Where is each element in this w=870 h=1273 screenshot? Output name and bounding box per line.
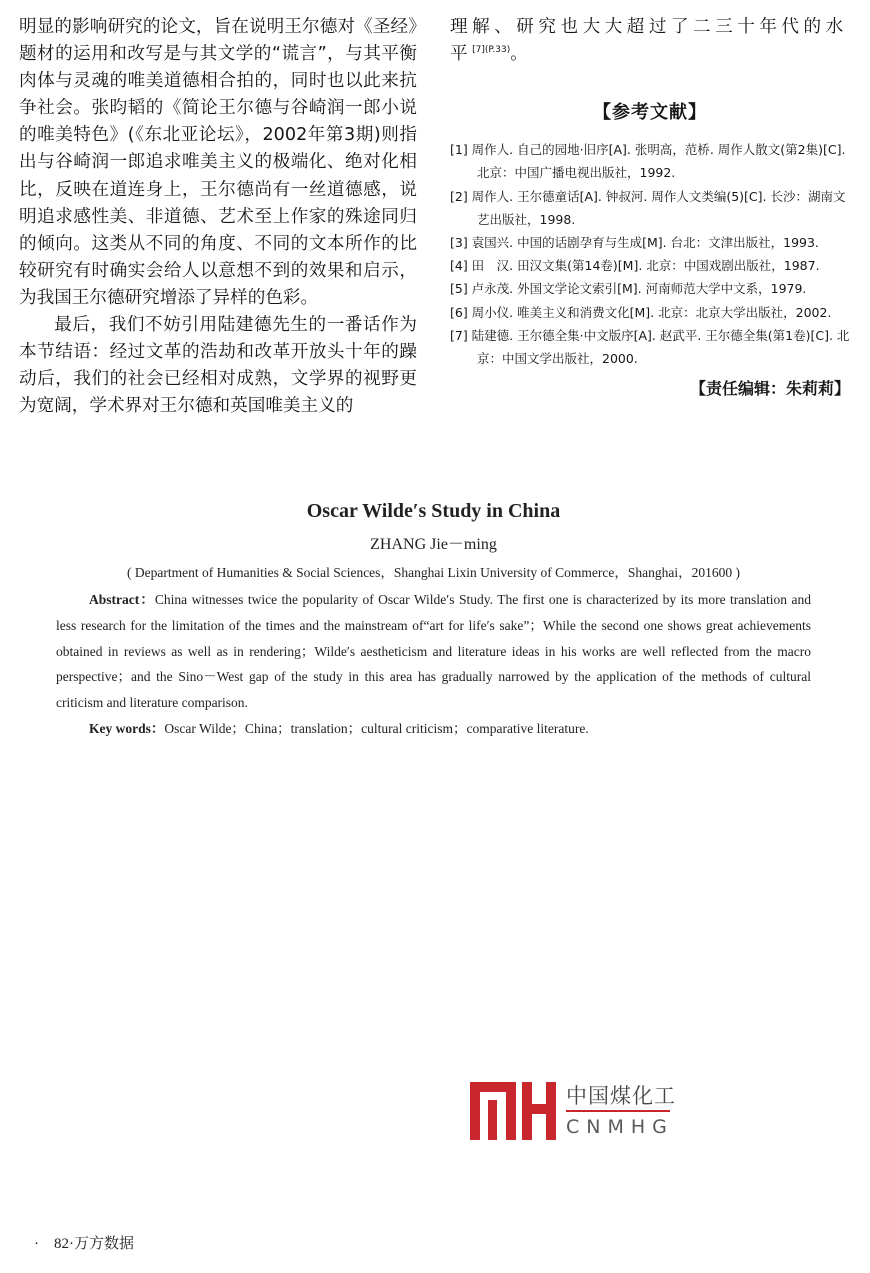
body-paragraph-2: 最后，我们不妨引用陆建德先生的一番话作为本节结语：经过文革的浩劫和改革开放头十年的躁动后，我们的社会已经相对成熟，文学界的视野更为宽阔，学术界对王尔德和英国唯美主义的 [19,315,417,417]
citation-marker: [7](P.33) [472,45,511,56]
english-title: Oscar Wilde′s Study in China [306,500,561,522]
body-paragraph-1: 明显的影响研究的论文，旨在说明王尔德对《圣经》题材的运用和改写是与其文学的“谎言”，与其平衡肉体与灵魂的唯美道德相合拍的，同时也以此来抗争社会。张昀韬的《简论王尔德与谷崎润一郎小说的唯美特色》(《东北亚论坛》，2002年第3期)则指出与谷崎润一郎追求唯美主义的极端化、绝对化相比，反映在道连身上，王尔德尚有一丝道德感，说明追求感性美、非道德、艺术至上作家的殊途同归的倾向。这类从不同的角度、不同的文本所作的比较研究有时确实会给人以意想不到的效果和启示，为我国王尔德研究增添了异样的色彩。 [19,17,417,308]
body-continuation [450,14,850,68]
continuation-end: 。 [510,44,533,65]
english-affiliation: ( Department of Humanities & Social Sciences，Shanghai Lixin University of Commerce，Shanghai，201600 ) [127,565,740,580]
abstract-text: China witnesses twice the popularity of Oscar Wilde′s Study. The first one is characterized by its more translation and less research for the limitation of the times and the mainstream of“art for life′s sake”；While the second one shows great achievements obtained in reviews as well as in rendering；Wilde′s aestheticism and literature ideas in his works are well reflected from the macro perspective；and the Sino－West gap of the study in this area has gradually narrowed by the application of the methods of cultural criticism and literature comparison. [56,592,811,711]
english-keywords [56,716,811,742]
logo-mark-icon [470,1080,560,1142]
references-heading: 【参考文献】 [593,102,707,124]
logo-chinese-name: 中国煤化工 [566,1084,676,1108]
keywords-text: Oscar Wilde；China；translation；cultural criticism；comparative literature. [164,720,589,736]
english-abstract-section [56,500,811,742]
page-footer [34,1232,134,1253]
reference-item: [2] 周作人. 王尔德童话[A]. 钟叔河. 周作人文类编(5)[C]. 长沙：湖南文艺出版社，1998. [450,188,846,227]
keywords-label: Key words： [89,720,165,736]
left-column [19,14,417,420]
cnmhg-logo [470,1080,680,1144]
reference-item: [6] 周小仪. 唯美主义和消费文化[M]. 北京：北京大学出版社，2002. [450,304,832,320]
continuation-text: 理解、研究也大大超过了二三十年代的水平 [450,17,848,65]
logo-divider [566,1110,670,1112]
abstract-label: Abstract： [89,592,155,607]
reference-list [450,138,850,370]
page-number: · 82· [34,1236,74,1252]
english-abstract [56,587,811,716]
responsible-editor: 【责任编辑：朱莉莉】 [689,379,850,399]
reference-item: [1] 周作人. 自己的园地·旧序[A]. 张明高，范桥. 周作人散文(第2集)[C]. 北京：中国广播电视出版社，1992. [450,142,846,181]
english-author: ZHANG Jie－ming [370,536,497,553]
reference-item: [5] 卢永茂. 外国文学论文索引[M]. 河南师范大学中文系，1979. [450,281,807,297]
reference-item: [3] 袁国兴. 中国的话剧孕育与生成[M]. 台北：文津出版社，1993. [450,235,819,250]
reference-item: [4] 田 汉. 田汉文集(第14卷)[M]. 北京：中国戏剧出版社，1987. [450,258,820,274]
source-watermark: 万方数据 [74,1234,135,1252]
right-column [450,14,850,399]
logo-latin-name: CNMHG [566,1116,674,1138]
reference-item: [7] 陆建德. 王尔德全集·中文版序[A]. 赵武平. 王尔德全集(第1卷)[C]. 北京：中国文学出版社，2000. [450,327,850,367]
